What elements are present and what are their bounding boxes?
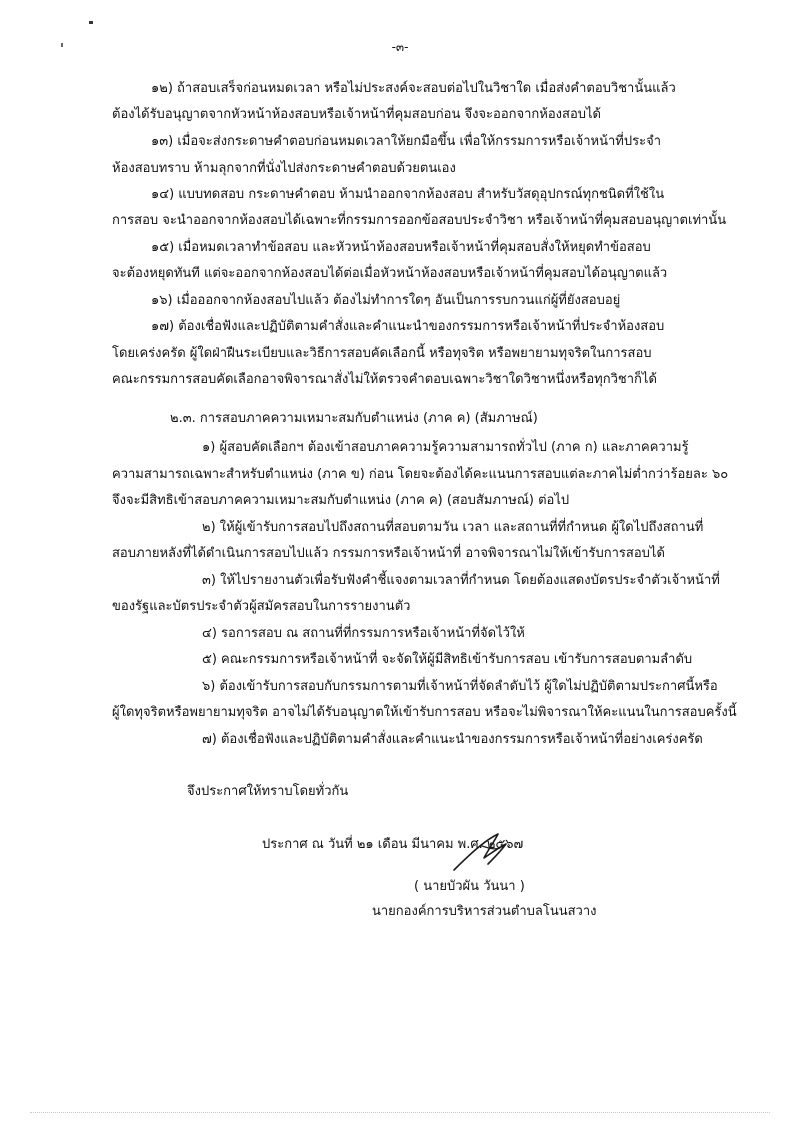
item-1: ๑) ผู้สอบคัดเลือกฯ ต้องเข้าสอบภาคความรู้ความสามารถทั่วไป (ภาค ก) และภาคความรู้ [202, 440, 689, 455]
clause-17-cont-2: คณะกรรมการสอบคัดเลือกอาจพิจารณาสั่งไม่ให้ตรวจคำตอบเฉพาะวิชาใดวิชาหนึ่งหรือทุกวิชาก็ได้ [112, 372, 657, 387]
announcement-date: ประกาศ ณ วันที่ ๒๑ เดือน มีนาคม พ.ศ. ๒๕๖๗ [262, 837, 524, 852]
item-2: ๒) ให้ผู้เข้ารับการสอบไปถึงสถานที่สอบตามวัน เวลา และสถานที่ที่กำหนด ผู้ใดไปถึงสถานที่ [202, 520, 704, 535]
item-1-cont-2: จึงจะมีสิทธิเข้าสอบภาคความเหมาะสมกับตำแหน่ง (ภาค ค) (สอบสัมภาษณ์) ต่อไป [112, 493, 570, 508]
clause-15: ๑๕) เมื่อหมดเวลาทำข้อสอบ และหัวหน้าห้องสอบหรือเจ้าหน้าที่คุมสอบสั่งให้หยุดทำข้อสอบ [151, 240, 651, 255]
item-3-cont: ของรัฐและบัตรประจำตัวผู้สมัครสอบในการรายงานตัว [112, 599, 411, 614]
clause-15-cont: จะต้องหยุดทันที แต่จะออกจากห้องสอบได้ต่อเมื่อหัวหน้าห้องสอบหรือเจ้าหน้าที่คุมสอบได้อนุญาตแล้ว [112, 266, 668, 281]
item-6: ๖) ต้องเข้ารับการสอบกับกรรมการตามที่เจ้าหน้าที่จัดลำดับไว้ ผู้ใดไม่ปฏิบัติตามประกาศนี้หรือ [202, 679, 718, 694]
clause-17: ๑๗) ต้องเชื่อฟังและปฏิบัติตามคำสั่งและคำแนะนำของกรรมการหรือเจ้าหน้าที่ประจำห้องสอบ [151, 319, 665, 334]
item-6-cont: ผู้ใดทุจริตหรือพยายามทุจริต อาจไม่ได้รับอนุญาตให้เข้ารับการสอบ หรือจะไม่พิจารณาให้คะแนนในการสอบครั้งนี้ [112, 705, 737, 720]
signatory-name: ( นายบัวผัน วันนา ) [414, 879, 525, 894]
page-number: -๓- [391, 40, 409, 54]
item-5: ๕) คณะกรรมการหรือเจ้าหน้าที่ จะจัดให้ผู้มีสิทธิเข้ารับการสอบ เข้ารับการสอบตามลำดับ [202, 652, 693, 667]
item-7: ๗) ต้องเชื่อฟังและปฏิบัติตามคำสั่งและคำแนะนำของกรรมการหรือเจ้าหน้าที่อย่างเคร่งครัด [202, 732, 703, 747]
closing-statement: จึงประกาศให้ทราบโดยทั่วกัน [187, 784, 349, 799]
item-3: ๓) ให้ไปรายงานตัวเพื่อรับฟังคำชี้แจงตามเวลาที่กำหนด โดยต้องแสดงบัตรประจำตัวเจ้าหน้าที่ [202, 573, 720, 588]
section-heading-2-3: ๒.๓. การสอบภาคความเหมาะสมกับตำแหน่ง (ภาค ค) (สัมภาษณ์) [170, 411, 538, 426]
clause-13-cont: ห้องสอบทราบ ห้ามลุกจากที่นั่งไปส่งกระดาษคำตอบด้วยตนเอง [112, 161, 456, 176]
clause-14: ๑๔) แบบทดสอบ กระดาษคำตอบ ห้ามนำออกจากห้องสอบ สำหรับวัสดุอุปกรณ์ทุกชนิดที่ใช้ใน [151, 187, 665, 202]
scan-speck [89, 21, 93, 24]
item-4: ๔) รอการสอบ ณ สถานที่ที่กรรมการหรือเจ้าหน้าที่จัดไว้ให้ [202, 626, 525, 641]
scan-edge-dots [30, 1112, 770, 1114]
clause-12-cont: ต้องได้รับอนุญาตจากหัวหน้าห้องสอบหรือเจ้าหน้าที่คุมสอบก่อน จึงจะออกจากห้องสอบได้ [112, 107, 601, 122]
clause-12: ๑๒) ถ้าสอบเสร็จก่อนหมดเวลา หรือไม่ประสงค์จะสอบต่อไปในวิชาใด เมื่อส่งคำตอบวิชานั้นแล้ว [151, 81, 676, 96]
signature-mark [448, 828, 518, 876]
clause-16: ๑๖) เมื่อออกจากห้องสอบไปแล้ว ต้องไม่ทำการใดๆ อันเป็นการรบกวนแก่ผู้ที่ยังสอบอยู่ [151, 293, 621, 308]
clause-13: ๑๓) เมื่อจะส่งกระดาษคำตอบก่อนหมดเวลาให้ยกมือขึ้น เพื่อให้กรรมการหรือเจ้าหน้าที่ประจำ [151, 134, 662, 149]
item-2-cont: สอบภายหลังที่ได้ดำเนินการสอบไปแล้ว กรรมการหรือเจ้าหน้าที่ อาจพิจารณาไม่ให้เข้ารับการสอบได้ [112, 546, 665, 561]
clause-14-cont: การสอบ จะนำออกจากห้องสอบได้เฉพาะที่กรรมการออกข้อสอบประจำวิชา หรือเจ้าหน้าที่คุมสอบอนุญาตเท่านั้น [112, 213, 727, 228]
clause-17-cont-1: โดยเคร่งครัด ผู้ใดฝ่าฝืนระเบียบและวิธีการสอบคัดเลือกนี้ หรือทุจริต หรือพยายามทุจริตในการสอบ [112, 346, 652, 361]
item-1-cont-1: ความสามารถเฉพาะสำหรับตำแหน่ง (ภาค ข) ก่อน โดยจะต้องได้คะแนนการสอบแต่ละภาคไม่ต่ำกว่าร้อยละ ๖๐ [112, 467, 729, 482]
signatory-title: นายกองค์การบริหารส่วนตำบลโนนสวาง [372, 904, 597, 919]
